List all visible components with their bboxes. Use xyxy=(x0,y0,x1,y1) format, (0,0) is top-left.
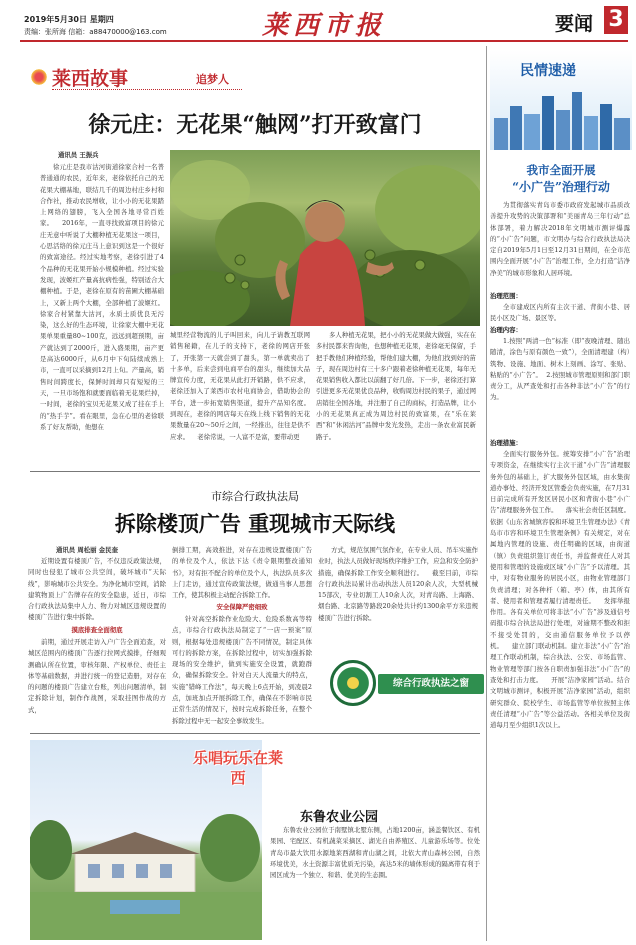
story1-col2: 城里经营物流的儿子叫回来，向儿子请教互联网销售秘籍，在儿子的支持下，老徐的网店开张了，开张第一天就尝到了甜头，第一单就卖出了十多单，后来尝到电商平台的甜头，继续加大品牌宣传力度，无花果从此打开销路，供不应求，老徐还加入了莱西市农村电商协会，借助协会的平台，进一步拓宽销售渠道，提升产品知名度。到现在，老徐的网店每天在线上线下销售的无花果数量在20～50斤之间，一经推出，往往是供不应求。 老徐常说，一人富不是富，要带动更 xyxy=(170,331,310,441)
banner-subtitle: 追梦人 xyxy=(196,73,229,86)
section-title: 要闻 xyxy=(555,13,594,35)
sidebar-header xyxy=(490,50,632,150)
story2-col3: 方式，规范氛围气氛作业，在专业人员、吊车实施作业时，执法人员做好现场秩序维护工作，应急和安全防护措施，确保拆除工作安全顺利进行。 截至目前，市综合行政执法局累计出动执法人员120余人次，大型机械15部次，专业切割工人10余人次，对青岛路、上海路、烟台路、北京路等路段20余处共计约1300余平方米违规楼顶广告进行拆除。 xyxy=(318,546,478,622)
sidebar-heading-measures: 治理措施： xyxy=(490,439,522,447)
sidebar-intro: 为贯彻落实青岛市委市政府发起城市品质改善提升攻势的决策部署和“美丽青岛三年行动”总体部署，着力解决2018年文明城市测评爆露的“小广告”问题，市文明办与综合行政执法局决定自2019年5月1日至12月31日期间，在全市范围内全面开展“小广告”治理工作，全力打造“洁净净美”的城市形象和人居环境。 xyxy=(490,201,630,277)
sidebar-content: 1.按照“两清一色”标准（即“夜晚清理、随出随清，涂色与原有颜色一致”），全面清理建（构）筑物、设施、地面、树木上刻画、涂写、张贴、粘贴的“小广告”。 2.按照城市管理原则和部门职责分工，从严查处和打击各种非法“小广告”的行为。 xyxy=(490,337,630,402)
story1-col3: 多人种植无花果，把小小的无花果做大做强，实在在多村民都来咨询他，也想种植无花果，老徐毫无保留，手把手教他们种植经验，帮他们建大棚，为他们找到好的苗子，现在周边村有三十多户跟着老徐种植无花果，每年无花果销售收入都比以前翻了好几倍。下一步，老徐还打算引进更多无花果优良品种，收购周边村民的果子，通过网店销往全国各地，并注册了自己的商标，打造品牌，让小小的无花果真正成为周边村民的致富果，在“乐在莱西”和“休闲沽河”品牌中发光发热，走出一条农业富民新路子。 xyxy=(316,331,476,441)
banner-title: 莱西故事 xyxy=(52,68,129,90)
story1-banner xyxy=(30,62,280,92)
law-enforcement-badge: 综合行政执法之窗 xyxy=(378,674,484,694)
sidebar-measures: 全面实行服务外包。统筹安排“小广告”治理专项资金，在继续实行主次干道“小广告”清理服务外包的基础上，扩大服务外包区域，由水集街道办事处、经济开发区管委会负责实施，在7月31日前完成所有开发区居民小区和背街小巷“小广告”清理服务外包工作。 落实社会责任区制度。依据《山东省城镇容貌和环境卫生管理办法》《青岛市市容和环境卫生管理条例》有关规定，对在属地内管理的设施、责任明确的区域，由街道（镇）负责组织签订责任书，并监督责任人对其使用和管理的设施或区域“小广告”予以清理。其中，对有物业服务的居民小区，由物业管理部门负责清理；对各种杆（箱、亭）体，由其所有者、使用者和管理者履行清理责任。 发挥举报作用。各有关单位可将非法“小广告”涉及通信号码报市综合执法局进行处理，对逾期不整改和拒不接受处罚的，交由通信服务单位予以停机。 建立部门联动机制。建立非法“小广告”治理工作联动机制，综合执法、公安、市场监管、物业管理等部门按各自职责加强非法“小广告”的查处和打击力度。 开展“洁净家园”活动。结合文明城市测评，积极开展“洁净家园”活动，组织研究群众、院校学生、市场监管等单位按照主体责任清理“小广告”等公益活动。各相关单位及街道每月至少组织1次以上。 xyxy=(490,450,630,730)
story2-col1: 近期设置有楼顶广告，不仅违反政策法规，同时也侵犯了城市公共空间，破坏城市“天际线”，影响城市公共安全。为净化城市空间，消除建筑物顶上广告牌存在的安全隐患，近日，市综合行政执法局集中人力、物力对城区违规设置的楼顶广告进行集中拆除。 xyxy=(28,557,166,622)
story2-col2b: 针对高空拆除作业危险大、危险系数高等特点，市综合行政执法局制定了“一店一预案”原则，根据每处违规楼顶广告不同情况，制定具体可行的拆除方案，在拆除过程中，切实加强拆除现场的安全维护，做到实施安全设置，就跑群众，确保拆除安全。针对白天人流量大的特点，实施“错峰工作法”，每天晚上6点开始，到凌晨2点，加班加点开展拆除工作，确保在不影响市民正常生活的情况下，按时完成拆除任务，在整个拆除过程中无一起安全事故发生。 xyxy=(172,615,312,725)
story2-rule xyxy=(30,733,480,734)
law-enforcement-emblem-icon xyxy=(330,660,376,706)
story2-byline: 通讯员 周松丽 金民奎 xyxy=(56,546,118,554)
story2-title: 拆除楼顶广告 重现城市天际线 xyxy=(114,511,396,536)
story1-byline: 通讯员 王振兵 xyxy=(58,151,99,159)
masthead-editor: 责编：张所海 信箱：a88470000@163.com xyxy=(24,28,167,36)
story2-kicker: 市综合行政执法局 xyxy=(211,490,299,503)
story2-col1b: 前期，通过开展走访入户广告全面追查，对城区范围内的楼顶广告逐行拉网式摸排，仔细观测确认所在位置，审核年限、产权单位、责任主体等基础数据，并进行统一的登记造册，对存在的问题的楼顶广告建立台账，列出问题清单，制定拆除计划，制作作战图，采取挂图作战的方式， xyxy=(28,638,166,714)
newspaper-logo: 莱西市报 xyxy=(262,11,387,41)
sidebar-divider xyxy=(486,46,487,941)
story3-text: 东鲁农业公园位于南墅镇北墅东侧，占地1200亩，涵盖餐饮区、有机果园、宅配区、有机蔬菜采摘区、湖光自由养殖区、儿童游乐场等。位处青岛市最大饮用水源地莱西湖和青山湖之间，北依大青山森林公园，自然环境优美，水土资源丰富优质无污染，高达5米的墙体形成的隔离带有利于园区成为一个独立、和谐、优美的生态圈。 xyxy=(270,826,480,880)
story2-col2: 倒排工期，高效推进，对存在违规设置楼顶广告的单位及个人，依法下达《责令限期整改通知书》，对有拒不配合的单位及个人，执法队员多次上门走访，通过宣传政策法规，做通当事人思想工作，使其积极主动配合拆除工作。 xyxy=(172,546,312,600)
story1-title: 徐元庄：无花果“触网”打开致富门 xyxy=(88,112,422,138)
story1-col1: 徐元庄是我市沽河街道徐家合村一名普普通通的农民，近年来，老徐依托自己的无花果大棚基地，联结几千的周边村庄乡村和合作社，推动农民增收，让小小的无花果踏上网络的翅膀，飞入全国各地寻常百姓家。 2016年，一直寻找致富项目的徐元庄无意中听说了大棚种植无花果这一项目，心思活络的徐元庄马上意识到这是一个很好的致富途径。经过实地考察，老徐引进了4个品种的无花果开始小规模种植。经过实验发现，波姬红产量高抗病性强，特别适合大棚种植。于是，老徐在原有的苗圃大棚基础上，又新上两个大棚，全部种植了波姬红。徐家合村紧靠大沽河，水质土质优良无污染，这么好的生态环境，让徐家大棚中无花果单果重量80~100克，远远到超预期，亩产就达到了2000斤，进入盛果期，亩产更是高达6000斤，从6月中下旬陆续成熟上市，一直可以采摘到12月上旬。产量高，销售时间跨度长，保鲜时间却只有短短的三天，一旦市场饱和就要面临着无花果烂掉，一时间，老徐的宝贝无花果又成了挂在手上的“热手芋”。看在眼里，急在心里的老徐联系了好友帮助，他想在 xyxy=(40,163,164,431)
city-skyline-icon xyxy=(490,88,632,150)
fig-farmer-photo xyxy=(170,150,480,326)
banner-decoration-icon xyxy=(30,68,48,86)
sidebar-scope: 全市建成区内所有主次干道、背街小巷、居民小区及广场、景区等。 xyxy=(490,303,630,323)
sidebar-title-line2: “小广告”治理行动 xyxy=(512,180,610,194)
masthead-date: 2019年5月30日 星期四 xyxy=(24,15,114,24)
masthead-rule xyxy=(20,40,628,42)
sidebar-heading-scope: 治理范围： xyxy=(490,292,522,300)
sidebar-title-line1: 我市全面开展 xyxy=(526,163,596,177)
sidebar-header-title: 民情速递 xyxy=(520,63,576,79)
page-number: 3 xyxy=(604,6,628,34)
banner-underline xyxy=(52,89,242,90)
story2-col1-subhead: 摸底排查全面彻底 xyxy=(71,626,123,634)
story2-col2-subhead: 安全保障严密细致 xyxy=(216,603,268,611)
story3-title: 东鲁农业公园 xyxy=(300,810,379,825)
story1-rule xyxy=(30,471,480,472)
photo-illustration xyxy=(170,150,480,326)
story3-banner: 乐唱玩乐在莱西 xyxy=(192,749,283,787)
sidebar-heading-content: 治理内容： xyxy=(490,326,522,334)
